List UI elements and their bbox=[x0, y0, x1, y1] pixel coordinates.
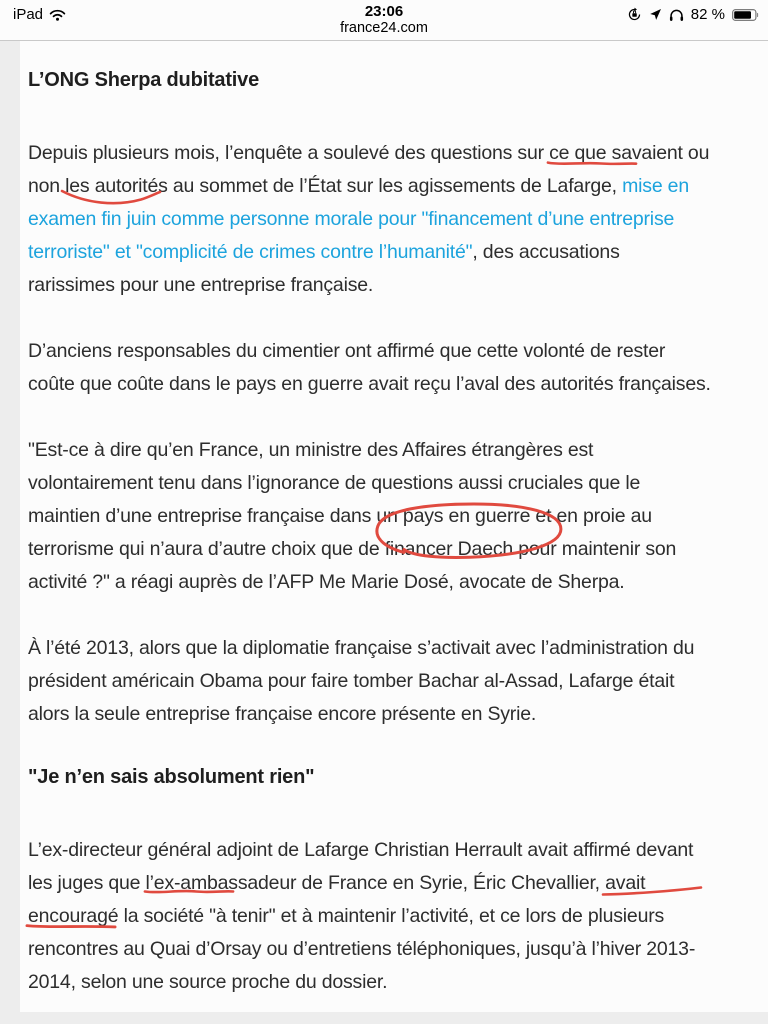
text-segment: alors la seule entreprise française encore présente en Syrie. bbox=[28, 703, 537, 725]
text-segment: rencontres au Quai d’Orsay ou d’entretiens téléphoniques, jusqu’à l’hiver 2013- bbox=[28, 938, 696, 960]
text-segment: rarissimes pour une entreprise française. bbox=[28, 274, 374, 296]
annotated-phrase: avait bbox=[605, 867, 645, 900]
article-line bbox=[28, 834, 748, 867]
red-underline-annotation bbox=[144, 887, 234, 896]
text-segment: À l’été 2013, alors que la diplomatie française s’activait avec l’administration du bbox=[28, 637, 695, 659]
annotated-phrase: l’ex-ambassadeur de France en Syrie bbox=[145, 872, 463, 894]
location-arrow-icon bbox=[649, 8, 662, 21]
article-line bbox=[28, 566, 748, 599]
section-heading: L’ONG Sherpa dubitative bbox=[28, 69, 259, 91]
article-line bbox=[28, 137, 748, 170]
battery-icon bbox=[732, 9, 759, 21]
paragraph bbox=[28, 632, 748, 731]
paragraph bbox=[28, 335, 748, 401]
article-line bbox=[28, 632, 748, 665]
status-bar bbox=[0, 0, 768, 41]
browser-viewport bbox=[0, 41, 768, 1024]
text-segment: coûte que coûte dans le pays en guerre avait reçu l’aval des autorités françaises. bbox=[28, 373, 711, 395]
text-segment: , des accusations bbox=[472, 241, 620, 263]
text-segment: terrorisme qui n’aura d’autre choix que de bbox=[28, 538, 385, 560]
article-line bbox=[28, 203, 748, 236]
article-line bbox=[28, 335, 748, 368]
article-line bbox=[28, 698, 748, 731]
red-underline-annotation bbox=[602, 886, 702, 896]
text-segment: agissements de Lafarge, bbox=[402, 175, 623, 197]
text-segment: , Éric Chevallier, bbox=[462, 872, 606, 894]
headphones-icon bbox=[669, 8, 684, 22]
text-segment: président américain Obama pour faire tomber Bachar al-Assad, Lafarge était bbox=[28, 670, 675, 692]
article-link[interactable]: terroriste" et "complicité de crimes contre l’humanité" bbox=[28, 241, 473, 263]
text-segment: volontairement tenu dans l’ignorance de questions aussi cruciales que le bbox=[28, 472, 641, 494]
text-segment: D’anciens responsables du cimentier ont affirmé que cette volonté de rester bbox=[28, 340, 666, 362]
battery-percent-label: 82 % bbox=[690, 6, 725, 23]
article-line bbox=[28, 933, 748, 966]
text-segment: les juges que bbox=[28, 872, 146, 894]
article-line bbox=[28, 269, 748, 302]
text-segment: non bbox=[28, 175, 66, 197]
annotated-phrase: encouragé bbox=[28, 900, 118, 933]
text-segment: la société "à tenir" et à maintenir l’activité, et ce lors de plusieurs bbox=[118, 905, 665, 927]
article-line bbox=[28, 236, 748, 269]
article-body bbox=[20, 41, 768, 999]
paragraph bbox=[28, 137, 748, 302]
text-segment: maintien d’une entreprise française dans un pays en guerre et en proie au bbox=[28, 505, 652, 527]
article-line bbox=[28, 170, 748, 203]
text-segment: Depuis plusieurs mois, l’enquête a soulevé des questions sur bbox=[28, 142, 550, 164]
article-card bbox=[20, 41, 768, 1012]
article-line bbox=[28, 368, 748, 401]
text-segment: 2014, selon une source proche du dossier. bbox=[28, 971, 388, 993]
paragraph bbox=[28, 834, 748, 999]
clock: 23:06 bbox=[364, 3, 404, 20]
text-segment: "Est-ce à dire qu’en France, un ministre des Affaires étrangères est bbox=[28, 439, 594, 461]
article-line bbox=[28, 467, 748, 500]
annotated-phrase: ce que savaient ou bbox=[549, 137, 709, 170]
section-heading: "Je n’en sais absolument rien" bbox=[28, 766, 315, 788]
red-underline-annotation bbox=[547, 159, 637, 168]
text-segment: maintenir son bbox=[556, 538, 677, 560]
article-line bbox=[28, 500, 748, 533]
paragraph bbox=[28, 434, 748, 599]
text-segment: L’ex-directeur général adjoint de Lafarge Christian Herrault avait affirmé devant bbox=[28, 839, 694, 861]
current-site-url: france24.com bbox=[340, 20, 428, 37]
status-bar-right bbox=[627, 6, 759, 23]
orientation-lock-icon bbox=[627, 7, 642, 22]
article-line bbox=[28, 533, 748, 566]
article-line bbox=[28, 867, 748, 900]
article-line bbox=[28, 434, 748, 467]
device-label: iPad bbox=[13, 6, 44, 23]
article-line bbox=[28, 665, 748, 698]
annotated-phrase: les autorités au sommet de l’État sur les bbox=[65, 170, 403, 203]
article-line bbox=[28, 966, 748, 999]
red-underline-annotation bbox=[26, 922, 116, 931]
annotated-phrase: financer Daech pour bbox=[385, 533, 557, 566]
article-line bbox=[28, 900, 748, 933]
article-link[interactable]: examen fin juin comme personne morale pour "financement d’une entreprise bbox=[28, 208, 675, 230]
article-link[interactable]: mise en bbox=[622, 175, 689, 197]
text-segment: activité ?" a réagi auprès de l’AFP Me Marie Dosé, avocate de Sherpa. bbox=[28, 571, 625, 593]
